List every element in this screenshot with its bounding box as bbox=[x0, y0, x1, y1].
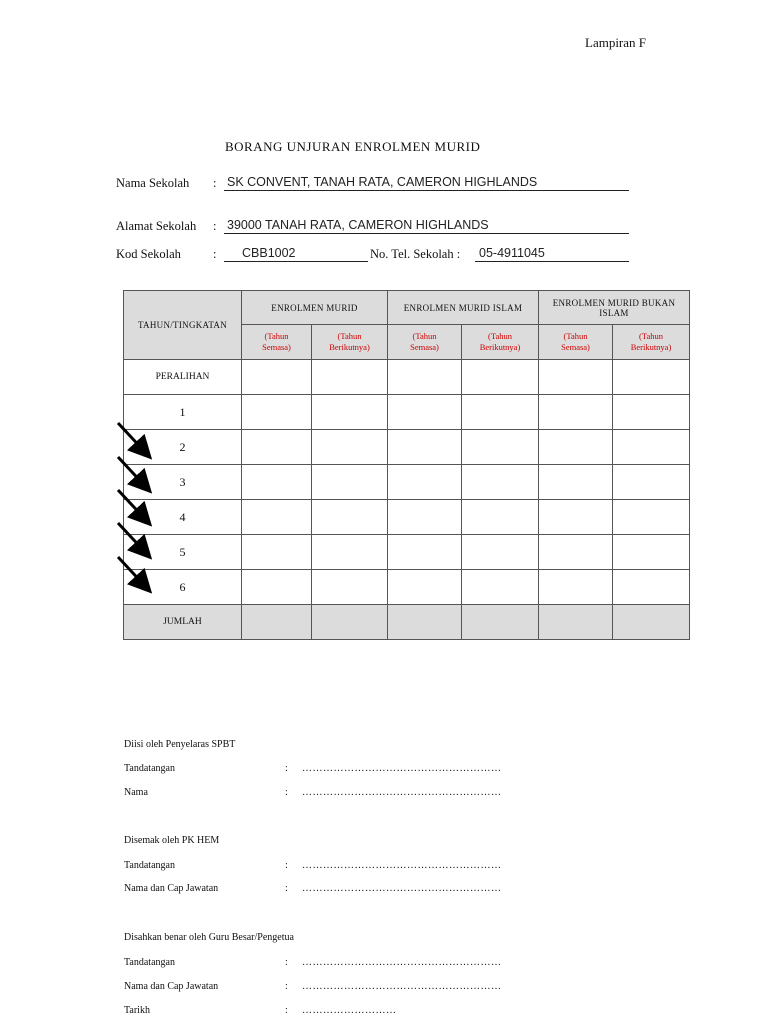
cell[interactable] bbox=[312, 360, 388, 395]
cell[interactable] bbox=[388, 395, 462, 430]
cell[interactable] bbox=[613, 500, 690, 535]
cell[interactable] bbox=[613, 570, 690, 605]
cell[interactable] bbox=[613, 605, 690, 640]
school-code-field[interactable] bbox=[224, 246, 368, 262]
cell[interactable] bbox=[462, 570, 539, 605]
block3-title: Disahkan benar oleh Guru Besar/Pengetua bbox=[124, 932, 294, 943]
cell[interactable] bbox=[613, 360, 690, 395]
cell[interactable] bbox=[462, 360, 539, 395]
row-label: 4 bbox=[124, 500, 242, 535]
dotted-line[interactable]: ………………………………………………… bbox=[302, 981, 502, 992]
table-row bbox=[124, 570, 690, 605]
cell[interactable] bbox=[613, 535, 690, 570]
row-label: 2 bbox=[124, 430, 242, 465]
table-row bbox=[124, 360, 690, 395]
header-year: TAHUN/TINGKATAN bbox=[124, 291, 242, 360]
lampiran-label: Lampiran F bbox=[585, 35, 647, 50]
cell[interactable] bbox=[539, 605, 613, 640]
block2-field-label: Nama dan Cap Jawatan bbox=[124, 883, 219, 894]
cell[interactable] bbox=[312, 570, 388, 605]
cell[interactable] bbox=[312, 395, 388, 430]
cell[interactable] bbox=[388, 605, 462, 640]
school-code-value: CBB1002 bbox=[242, 246, 296, 260]
cell[interactable] bbox=[539, 500, 613, 535]
table-row bbox=[124, 500, 690, 535]
header-enrolment-islam: ENROLMEN MURID ISLAM bbox=[388, 291, 539, 325]
cell[interactable] bbox=[462, 465, 539, 500]
block3-field-label: Tarikh bbox=[124, 1005, 150, 1016]
arrow-annotations bbox=[108, 415, 158, 600]
colon: : bbox=[285, 763, 288, 774]
dotted-line[interactable]: ………………………………………………… bbox=[302, 883, 502, 894]
row-label: 6 bbox=[124, 570, 242, 605]
cell[interactable] bbox=[388, 430, 462, 465]
row-label: 5 bbox=[124, 535, 242, 570]
form-title: BORANG UNJURAN ENROLMEN MURID bbox=[225, 139, 481, 154]
row-label: 1 bbox=[124, 395, 242, 430]
sub-next: (Tahun Berikutnya) bbox=[613, 325, 690, 360]
cell[interactable] bbox=[312, 465, 388, 500]
block3-field-label: Nama dan Cap Jawatan bbox=[124, 981, 219, 992]
school-name-colon: : bbox=[213, 176, 217, 190]
sub-next: (Tahun Berikutnya) bbox=[312, 325, 388, 360]
cell[interactable] bbox=[242, 395, 312, 430]
dotted-line[interactable]: ………………………………………………… bbox=[302, 787, 502, 798]
cell[interactable] bbox=[539, 535, 613, 570]
sub-current: (Tahun Semasa) bbox=[242, 325, 312, 360]
dotted-line-short[interactable]: ……………………… bbox=[302, 1005, 397, 1016]
cell[interactable] bbox=[312, 500, 388, 535]
dotted-line[interactable]: ………………………………………………… bbox=[302, 957, 502, 968]
cell[interactable] bbox=[242, 360, 312, 395]
cell[interactable] bbox=[388, 570, 462, 605]
school-tel-label: No. Tel. Sekolah : bbox=[370, 247, 461, 261]
colon: : bbox=[285, 787, 288, 798]
total-row bbox=[124, 605, 690, 640]
block2-field-label: Tandatangan bbox=[124, 860, 175, 871]
row-label: 3 bbox=[124, 465, 242, 500]
cell[interactable] bbox=[613, 395, 690, 430]
dotted-line[interactable]: ………………………………………………… bbox=[302, 860, 502, 871]
table-row bbox=[124, 465, 690, 500]
cell[interactable] bbox=[539, 395, 613, 430]
cell[interactable] bbox=[242, 570, 312, 605]
cell[interactable] bbox=[462, 430, 539, 465]
school-name-value: SK CONVENT, TANAH RATA, CAMERON HIGHLANDS bbox=[227, 175, 538, 189]
colon: : bbox=[285, 883, 288, 894]
colon: : bbox=[285, 1005, 288, 1016]
cell[interactable] bbox=[242, 605, 312, 640]
cell[interactable] bbox=[462, 535, 539, 570]
school-address-label: Alamat Sekolah bbox=[116, 219, 197, 233]
cell[interactable] bbox=[312, 535, 388, 570]
table-row bbox=[124, 430, 690, 465]
total-label: JUMLAH bbox=[124, 605, 242, 640]
cell[interactable] bbox=[312, 605, 388, 640]
school-tel-value: 05-4911045 bbox=[479, 246, 545, 260]
cell[interactable] bbox=[613, 430, 690, 465]
cell[interactable] bbox=[462, 395, 539, 430]
dotted-line[interactable]: ………………………………………………… bbox=[302, 763, 502, 774]
school-name-field[interactable] bbox=[224, 175, 629, 191]
arrow-icon bbox=[118, 423, 146, 587]
school-tel-field[interactable] bbox=[475, 246, 629, 262]
table-row bbox=[124, 535, 690, 570]
cell[interactable] bbox=[462, 500, 539, 535]
colon: : bbox=[285, 860, 288, 871]
block1-field-label: Nama bbox=[124, 787, 148, 798]
cell[interactable] bbox=[242, 535, 312, 570]
sub-next: (Tahun Berikutnya) bbox=[462, 325, 539, 360]
cell[interactable] bbox=[539, 360, 613, 395]
cell[interactable] bbox=[539, 465, 613, 500]
cell[interactable] bbox=[388, 500, 462, 535]
block1-title: Diisi oleh Penyelaras SPBT bbox=[124, 739, 236, 750]
sub-current: (Tahun Semasa) bbox=[388, 325, 462, 360]
table-row bbox=[124, 395, 690, 430]
school-address-value: 39000 TANAH RATA, CAMERON HIGHLANDS bbox=[227, 218, 489, 232]
colon: : bbox=[285, 957, 288, 968]
block1-field-label: Tandatangan bbox=[124, 763, 175, 774]
school-code-label: Kod Sekolah bbox=[116, 247, 181, 261]
cell[interactable] bbox=[388, 360, 462, 395]
cell[interactable] bbox=[539, 570, 613, 605]
header-enrolment-non-islam: ENROLMEN MURID BUKAN ISLAM bbox=[539, 291, 690, 325]
row-label: PERALIHAN bbox=[124, 360, 242, 395]
header-enrolment: ENROLMEN MURID bbox=[242, 291, 388, 325]
cell[interactable] bbox=[613, 465, 690, 500]
cell[interactable] bbox=[242, 430, 312, 465]
school-address-colon: : bbox=[213, 219, 217, 233]
school-address-field[interactable] bbox=[224, 218, 629, 234]
block3-field-label: Tandatangan bbox=[124, 957, 175, 968]
cell[interactable] bbox=[312, 430, 388, 465]
enrolment-table bbox=[123, 290, 690, 640]
cell[interactable] bbox=[388, 465, 462, 500]
cell[interactable] bbox=[539, 430, 613, 465]
cell[interactable] bbox=[242, 465, 312, 500]
school-name-label: Nama Sekolah bbox=[116, 176, 190, 190]
cell[interactable] bbox=[388, 535, 462, 570]
cell[interactable] bbox=[242, 500, 312, 535]
school-code-colon: : bbox=[213, 247, 217, 261]
cell[interactable] bbox=[462, 605, 539, 640]
sub-current: (Tahun Semasa) bbox=[539, 325, 613, 360]
colon: : bbox=[285, 981, 288, 992]
block2-title: Disemak oleh PK HEM bbox=[124, 835, 220, 846]
